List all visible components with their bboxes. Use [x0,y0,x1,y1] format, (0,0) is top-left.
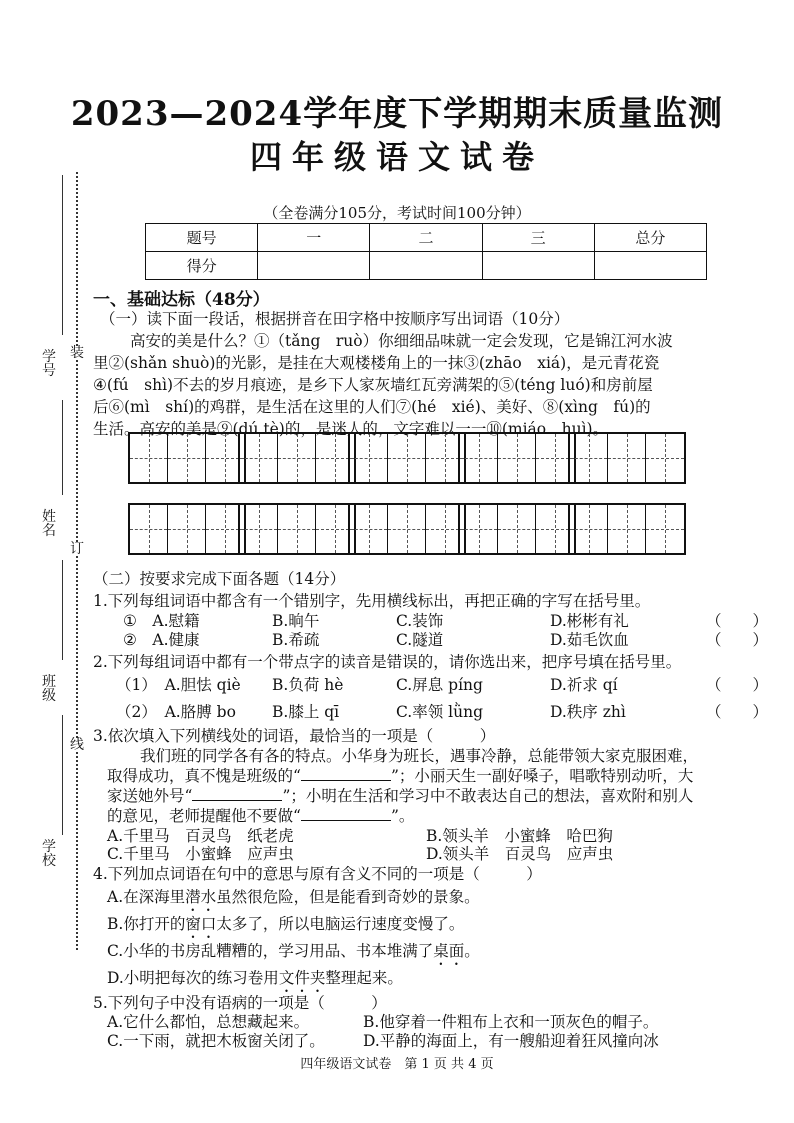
q5-option: B.他穿着一件粗布上衣和一顶灰色的帽子。 [363,1013,659,1031]
q3-option: C.千里马 小蜜蜂 应声虫 [107,845,294,863]
q1-option: B.希疏 [272,631,320,649]
q4-option [107,912,464,942]
q3-text: 的意见，老师提醒他不要做“ [107,807,301,825]
q4-dotted-word: 窗口 [185,915,217,933]
student-id-field-line[interactable] [62,175,63,335]
score-header-cell: 题号 [146,224,258,252]
q3-fill-blank[interactable] [301,766,391,781]
q2-option: B.负荷 hè [272,676,344,694]
q3-fill-blank[interactable] [192,786,282,801]
school-label: 学校 [42,839,56,869]
q3-option: A.千里马 百灵鸟 纸老虎 [107,827,294,845]
page-footer: 四年级语文试卷 第 1 页 共 4 页 [300,1057,494,1072]
q3-option: B.领头羊 小蜜蜂 哈巴狗 [426,827,613,845]
tianzige-box[interactable] [458,503,576,555]
q5-stem: 5.下列句子中没有语病的一项是（ ） [93,994,387,1012]
binding-char-zhuang: 装 [70,345,84,361]
tianzige-box[interactable] [458,432,576,484]
q4-text: 太多了，所以电脑运行速度变慢了。 [216,915,465,933]
q2-option: （1） A.胆怯 qiè [116,676,241,694]
q3-passage-line [107,804,414,826]
binding-char-xian: 线 [70,737,84,753]
q1-option: D.茹毛饮血 [550,631,629,649]
score-cell[interactable] [258,252,370,280]
tianzige-box[interactable] [348,503,466,555]
q2-option: D.秩序 zhì [550,703,626,721]
q3-passage-line [107,784,693,806]
binding-char-ding: 订 [70,541,84,557]
q3-text: 取得成功，真不愧是班级的“ [107,767,301,785]
q5-option: C.一下雨，就把木板窗关闭了。 [107,1032,325,1050]
q1-stem: 1.下列每组词语中都含有一个错别字，先用横线标出，再把正确的字写在括号里。 [93,592,651,610]
binding-dotted-line [76,172,78,950]
q4-dotted-word: 潜水 [185,888,217,906]
q4-text: 。 [464,942,480,960]
q3-passage-line: 我们班的同学各有各的特点。小华身为班长，遇事冷静，总能带领大家克服困难， [140,747,699,765]
q4-stem: 4.下列加点词语在句中的意思与原有含义不同的一项是（ ） [93,865,542,883]
passage-line: 高安的美是什么？①（tǎng ruò）你细细品味就一定会发现，它是锦江河水波 [130,332,673,350]
q4-text: D.小明把每次的练习卷用 [107,969,279,987]
tianzige-box[interactable] [568,503,686,555]
section-heading: 一、基础达标（48分） [93,290,270,310]
tianzige-box[interactable] [238,503,356,555]
q2-option: B.膝上 qī [272,703,340,721]
q5-option: A.它什么都怕，总想藏起来。 [107,1013,310,1031]
answer-bracket[interactable]: （ ） [706,631,769,649]
q1-option: ② A.健康 [123,631,200,649]
answer-bracket[interactable]: （ ） [706,612,769,630]
q3-fill-blank[interactable] [301,806,391,821]
passage-line: 生活。高安的美是⑨(dú tè)的，是迷人的，文字难以一一⑩(miáo huì)。 [93,420,609,438]
q1-option: C.装饰 [396,612,444,630]
class-field-line[interactable] [62,560,63,660]
q3-option: D.领头羊 百灵鸟 应声虫 [426,845,614,863]
tianzige-box[interactable] [128,432,246,484]
passage-line: 里②(shǎn shuò)的光影，是挂在大观楼楼角上的一抹③(zhāo xiá)，是元青花瓷 [93,354,660,372]
exam-info: （全卷满分105分，考试时间100分钟） [263,204,531,222]
q2-option: D.祈求 qí [550,676,618,694]
part2-heading: （二）按要求完成下面各题（14分） [93,570,346,588]
answer-bracket[interactable]: （ ） [706,703,769,721]
score-cell[interactable] [370,252,482,280]
part1-heading: （一）读下面一段话，根据拼音在田字格中按顺序写出词语（10分） [100,310,570,328]
q3-stem: 3.依次填入下列横线处的词语，最恰当的一项是（ ） [93,727,496,745]
name-label: 姓名 [42,509,56,539]
score-table-score-row [146,252,707,280]
answer-bracket[interactable]: （ ） [706,676,769,694]
q5-option: D.平静的海面上，有一艘船迎着狂风撞向冰 [363,1032,659,1050]
q4-text: C.小华的书房乱糟糟的，学习用品、书本堆满了 [107,942,434,960]
tianzige-box[interactable] [568,432,686,484]
score-cell[interactable] [482,252,594,280]
score-cell[interactable] [594,252,706,280]
q1-option: C.隧道 [396,631,444,649]
score-table [145,223,707,280]
q4-text: B.你打开的 [107,915,186,933]
q2-option: C.屏息 píng [396,676,483,694]
class-label: 班级 [42,674,56,704]
q1-option: D.彬彬有礼 [550,612,629,630]
score-table-header-row [146,224,707,252]
q1-option: B.晌午 [272,612,320,630]
passage-line: 后⑥(mì shí)的鸡群，是生活在这里的人们⑦(hé xié)、美好、⑧(xìng fú)的 [93,398,651,416]
q3-text: ”；小丽天生一副好嗓子，唱歌特别动听，大 [390,767,694,785]
q4-text: 整理起来。 [325,969,403,987]
q4-text: A.在深海里 [107,888,186,906]
q1-option: ① A.慰籍 [123,612,200,630]
q4-dotted-word: 文件夹 [278,969,326,987]
exam-subtitle: 四年级语文试卷 [249,138,544,176]
score-row-label: 得分 [146,252,258,280]
school-field-line[interactable] [62,715,63,835]
q3-text: ”。 [390,807,415,825]
q2-option: （2） A.胳膊 bo [116,703,236,721]
q4-option [107,885,480,915]
score-header-cell: 三 [482,224,594,252]
q4-text: 虽然很危险，但是能看到奇妙的景象。 [216,888,480,906]
q3-text: ”；小明在生活和学习中不敢表达自己的想法，喜欢附和别人 [282,787,694,805]
q2-stem: 2.下列每组词语中都有一个带点字的读音是错误的，请你选出来，把序号填在括号里。 [93,653,682,671]
q3-passage-line [107,764,693,786]
q4-option [107,939,480,969]
name-field-line[interactable] [62,400,63,495]
tianzige-box[interactable] [128,503,246,555]
score-header-cell: 二 [370,224,482,252]
q2-option: C.率领 lǜng [396,703,484,721]
score-header-cell: 一 [258,224,370,252]
q4-dotted-word: 桌面 [433,942,465,960]
passage-line: ④(fú shì)不去的岁月痕迹，是乡下人家灰墙红瓦旁满架的⑤(téng luó)和房前屋 [93,376,653,394]
q3-text: 家送她外号“ [107,787,193,805]
tianzige-box[interactable] [348,432,466,484]
score-header-cell: 总分 [594,224,706,252]
exam-title: 2023—2024学年度下学期期末质量监测 [70,94,724,134]
student-id-label: 学号 [42,349,56,379]
tianzige-box[interactable] [238,432,356,484]
